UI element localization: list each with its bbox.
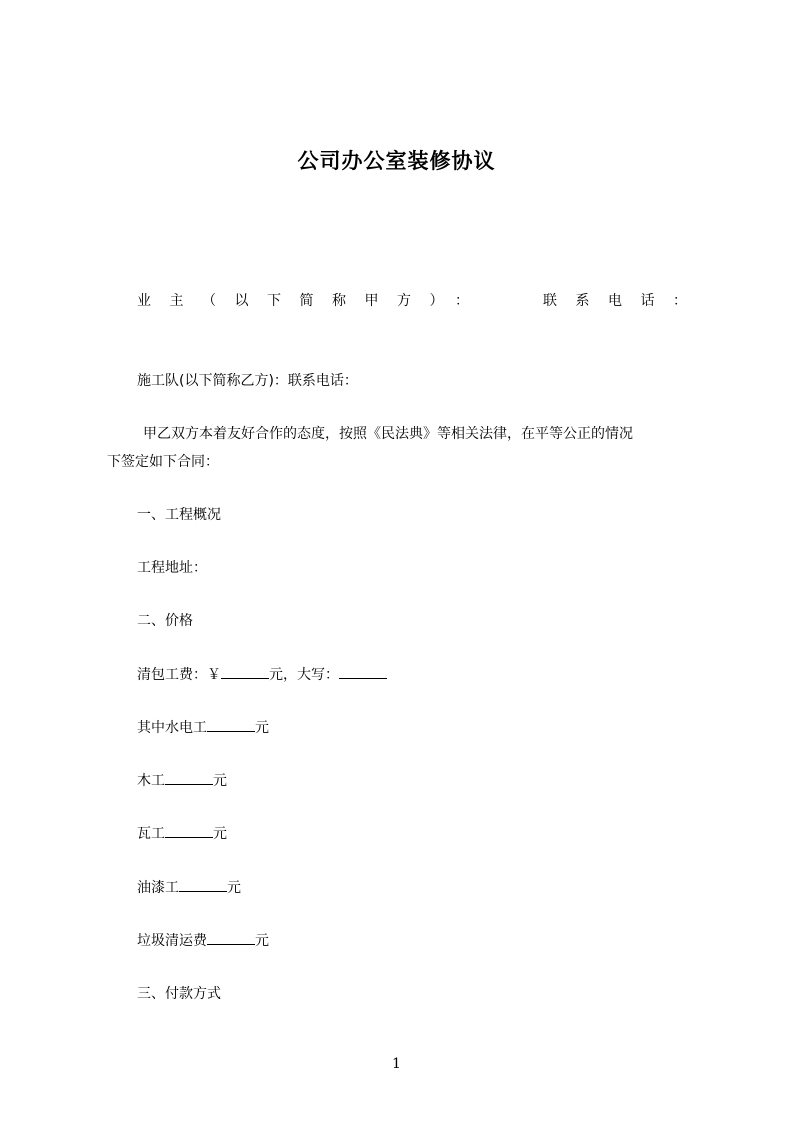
- section-3-heading: 三、付款方式: [137, 986, 221, 1002]
- paint-work-line: [137, 877, 241, 898]
- price-total-line: [137, 664, 387, 685]
- project-address-label: 工程地址：: [137, 560, 207, 576]
- garbage-fee-blank: [207, 930, 255, 945]
- paint-work-unit: 元: [227, 880, 241, 896]
- document-title: 公司办公室装修协议: [297, 149, 496, 173]
- intro-paragraph-line-1: 甲乙双方本着友好合作的态度，按照《民法典》等相关法律，在平等公正的情况: [143, 426, 633, 442]
- wood-work-line: [137, 770, 227, 791]
- electric-work-label: 其中水电工: [137, 720, 207, 736]
- garbage-fee-line: [137, 930, 269, 951]
- tile-work-unit: 元: [213, 826, 227, 842]
- tile-work-label: 瓦工: [137, 826, 165, 842]
- owner-line: [137, 291, 706, 311]
- paint-work-label: 油漆工: [137, 880, 179, 896]
- price-total-prefix: 清包工费：￥: [137, 667, 221, 683]
- page-number: 1: [392, 1056, 401, 1072]
- paint-work-blank: [179, 877, 227, 892]
- contractor-line: 施工队(以下简称乙方)：联系电话：: [137, 373, 358, 389]
- intro-paragraph-line-2: 下签定如下合同：: [107, 454, 219, 470]
- owner-phone-label: 联系电话：: [543, 293, 706, 309]
- wood-work-unit: 元: [213, 773, 227, 789]
- garbage-fee-unit: 元: [255, 933, 269, 949]
- electric-work-unit: 元: [255, 720, 269, 736]
- wood-work-blank: [165, 770, 213, 785]
- section-1-heading: 一、工程概况: [137, 507, 221, 523]
- section-2-heading: 二、价格: [137, 613, 193, 629]
- garbage-fee-label: 垃圾清运费: [137, 933, 207, 949]
- owner-label: 业主（以下简称甲方）：: [137, 293, 488, 309]
- price-capital-blank: [339, 664, 387, 679]
- electric-work-line: [137, 717, 269, 738]
- price-amount-blank: [221, 664, 269, 679]
- tile-work-blank: [165, 823, 213, 838]
- wood-work-label: 木工: [137, 773, 165, 789]
- price-total-mid: 元，大写：: [269, 667, 339, 683]
- electric-work-blank: [207, 717, 255, 732]
- tile-work-line: [137, 823, 227, 844]
